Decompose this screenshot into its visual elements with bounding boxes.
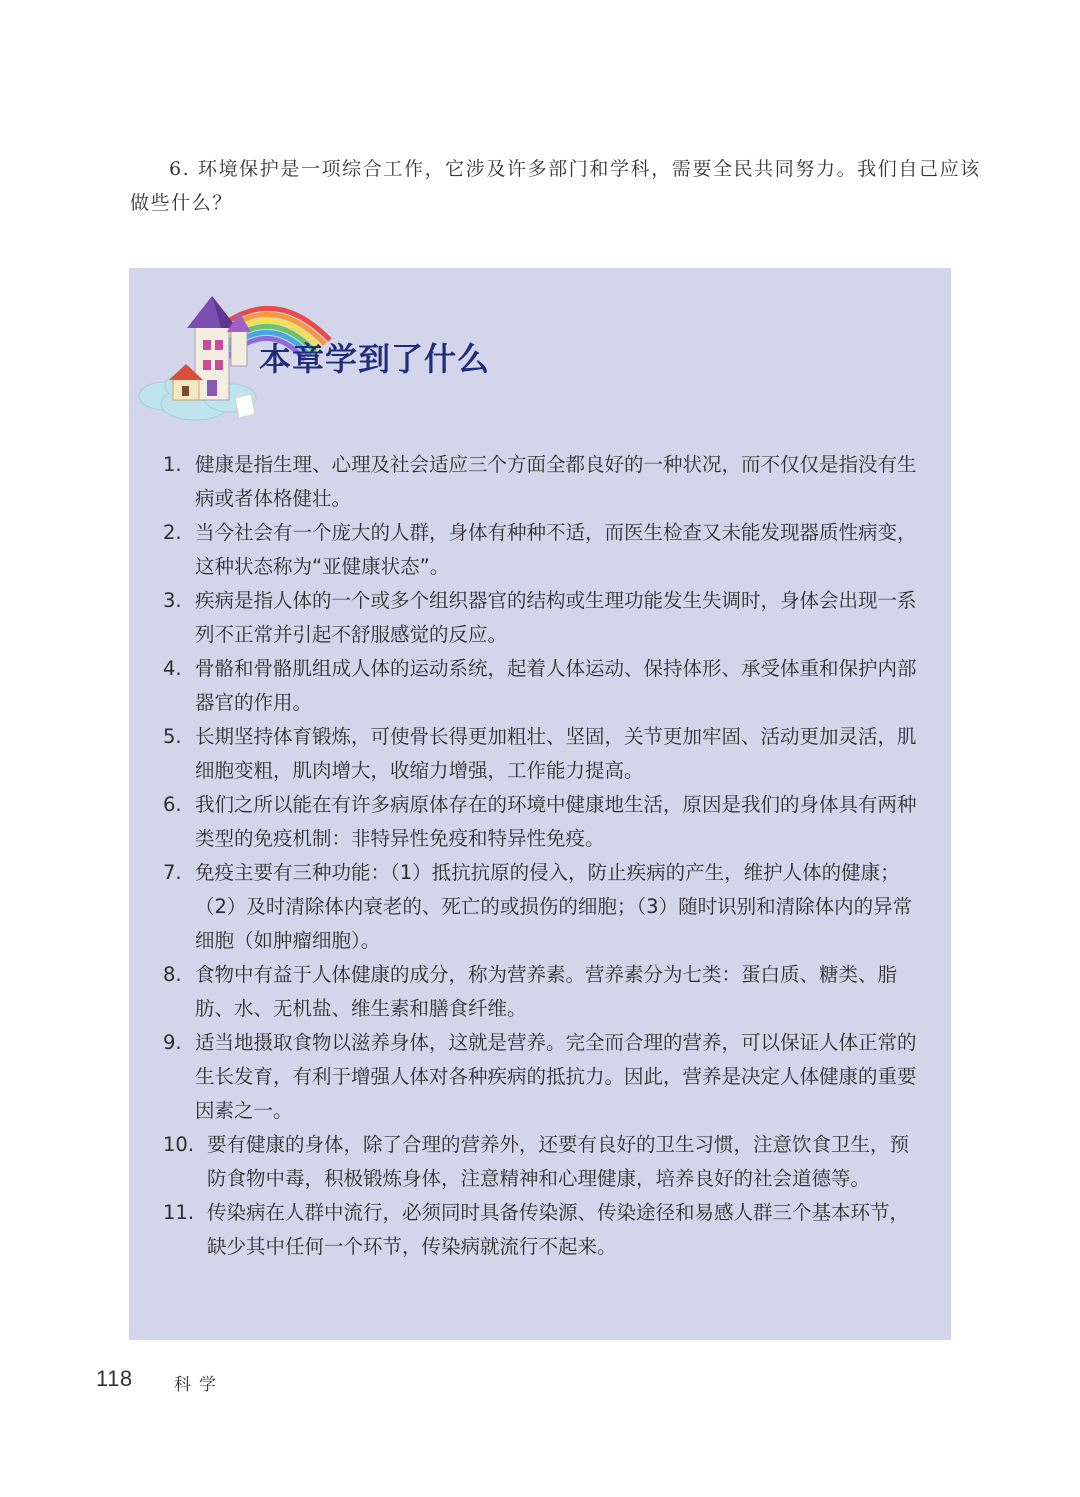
item-number: 3.: [163, 589, 182, 612]
list-item: [163, 856, 923, 958]
list-item: [163, 720, 923, 788]
list-item: [163, 1196, 923, 1264]
item-number: 11.: [163, 1201, 195, 1224]
item-text: 传染病在人群中流行，必须同时具备传染源、传染途径和易感人群三个基本环节，缺少其中任何一个环节，传染病就流行不起来。: [207, 1201, 910, 1258]
list-item: [163, 516, 923, 584]
item-number: 9.: [163, 1031, 182, 1054]
item-number: 10.: [163, 1133, 195, 1156]
list-item: [163, 652, 923, 720]
list-item: [163, 958, 923, 1026]
question-line-1: 6. 环境保护是一项综合工作，它涉及许多部门和学科，需要全民共同努力。我们自己应该: [169, 158, 981, 180]
item-number: 6.: [163, 793, 182, 816]
item-number: 7.: [163, 861, 182, 884]
chapter-summary-title: 本章学到了什么: [259, 340, 491, 378]
item-text: 健康是指生理、心理及社会适应三个方面全都良好的一种状况，而不仅仅是指没有生病或者体格健壮。: [195, 453, 917, 510]
item-number: 4.: [163, 657, 182, 680]
list-item: [163, 448, 923, 516]
question-6: [130, 152, 981, 220]
item-number: 1.: [163, 453, 182, 476]
item-text: 免疫主要有三种功能：（1）抵抗抗原的侵入，防止疾病的产生，维护人体的健康；（2）及时清除体内衰老的、死亡的或损伤的细胞；（3）随时识别和清除体内的异常细胞（如肿瘤细胞）。: [195, 861, 913, 952]
summary-list: [163, 448, 923, 1264]
item-text: 食物中有益于人体健康的成分，称为营养素。营养素分为七类：蛋白质、糖类、脂肪、水、无机盐、维生素和膳食纤维。: [195, 963, 898, 1020]
item-text: 我们之所以能在有许多病原体存在的环境中健康地生活，原因是我们的身体具有两种类型的免疫机制：非特异性免疫和特异性免疫。: [195, 793, 917, 850]
question-line-2: 做些什么？: [130, 192, 234, 214]
chapter-summary-box: [129, 268, 951, 1340]
list-item: [163, 1128, 923, 1196]
item-text: 长期坚持体育锻炼，可使骨长得更加粗壮、坚固，关节更加牢固、活动更加灵活，肌细胞变粗，肌肉增大，收缩力增强，工作能力提高。: [195, 725, 917, 782]
list-item: [163, 788, 923, 856]
item-number: 8.: [163, 963, 182, 986]
item-text: 疾病是指人体的一个或多个组织器官的结构或生理功能发生失调时，身体会出现一系列不正常并引起不舒服感觉的反应。: [195, 589, 917, 646]
list-item: [163, 584, 923, 652]
page-number: 118: [96, 1366, 133, 1391]
list-item: [163, 1026, 923, 1128]
item-text: 要有健康的身体，除了合理的营养外，还要有良好的卫生习惯，注意饮食卫生，预防食物中毒，积极锻炼身体，注意精神和心理健康，培养良好的社会道德等。: [207, 1133, 910, 1190]
item-number: 2.: [163, 521, 182, 544]
item-number: 5.: [163, 725, 182, 748]
item-text: 骨骼和骨骼肌组成人体的运动系统，起着人体运动、保持体形、承受体重和保护内部器官的作用。: [195, 657, 917, 714]
item-text: 适当地摄取食物以滋养身体，这就是营养。完全而合理的营养，可以保证人体正常的生长发育，有利于增强人体对各种疾病的抵抗力。因此，营养是决定人体健康的重要因素之一。: [195, 1031, 917, 1122]
item-text: 当今社会有一个庞大的人群，身体有种种不适，而医生检查又未能发现器质性病变，这种状态称为“亚健康状态”。: [195, 521, 917, 578]
subject-label: 科学: [174, 1375, 224, 1395]
